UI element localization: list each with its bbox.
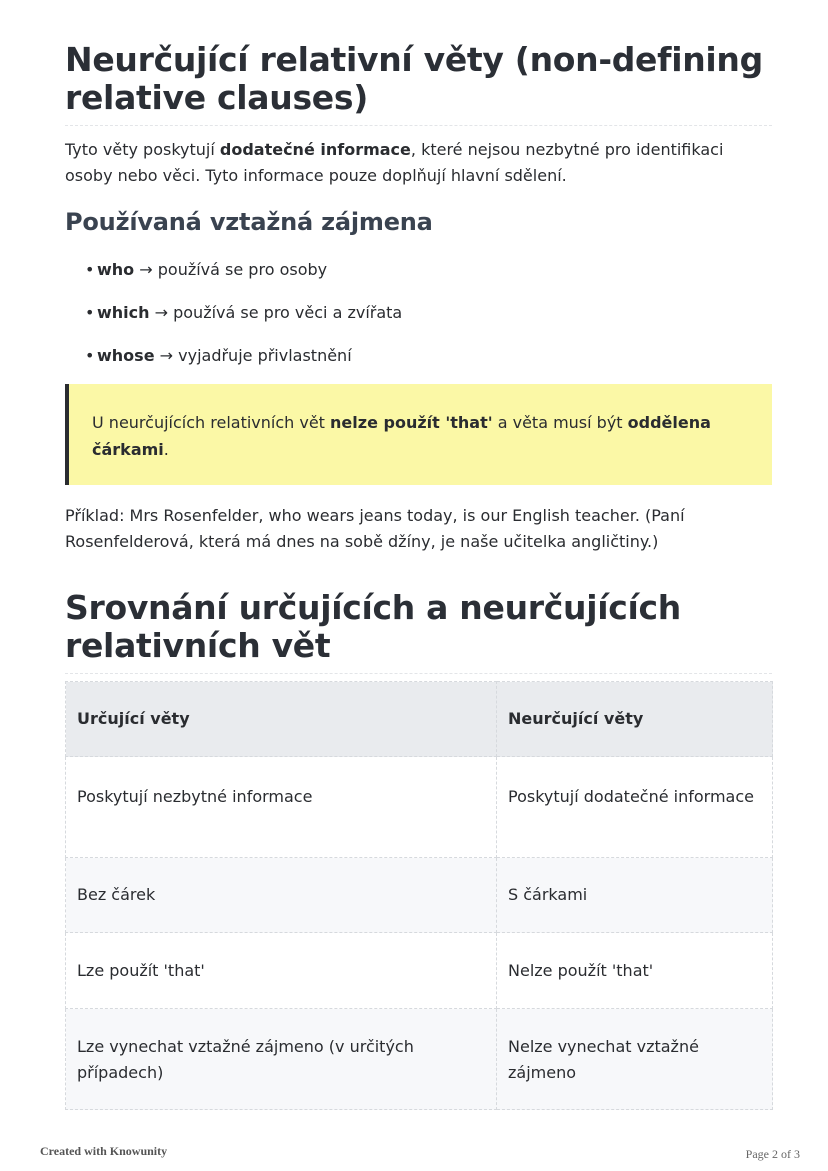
table-row	[66, 1009, 773, 1110]
pronoun-description: používá se pro osoby	[157, 260, 328, 279]
table-row	[66, 858, 773, 933]
arrow: →	[149, 303, 174, 322]
page-number: Page 2 of 3	[745, 1147, 800, 1161]
note-text: U neurčujících relativních vět	[92, 413, 331, 432]
highlight-note	[65, 384, 772, 485]
table-cell: Bez čárek	[66, 858, 497, 933]
note-text: a věta musí být	[492, 413, 628, 432]
pronoun-list	[85, 257, 402, 386]
table-header-row	[66, 682, 773, 757]
table-cell: Poskytují nezbytné informace	[66, 757, 497, 858]
table-cell: Poskytují dodatečné informace	[497, 757, 773, 858]
footer-credit: Created with Knowunity	[40, 1144, 168, 1158]
subheading-pronouns: Používaná vztažná zájmena	[65, 208, 433, 236]
table-cell: Lze vynechat vztažné zájmeno (v určitých případech)	[66, 1009, 497, 1110]
table-cell: Lze použít 'that'	[66, 933, 497, 1009]
table-cell: S čárkami	[497, 858, 773, 933]
pronoun-term: who	[97, 260, 135, 279]
arrow: →	[134, 260, 158, 279]
intro-paragraph	[65, 137, 772, 189]
table-row	[66, 933, 773, 1009]
list-item: • whose → vyjadřuje přivlastnění	[85, 346, 352, 365]
note-bold: oddělena čárkami	[92, 413, 711, 459]
arrow: →	[154, 346, 179, 365]
column-header: Určující věty	[66, 682, 497, 757]
intro-bold: dodatečné informace	[219, 140, 411, 159]
pronoun-description: používá se pro věci a zvířata	[173, 303, 403, 322]
list-item: • who → používá se pro osoby	[85, 260, 328, 279]
note-bold: nelze použít 'that'	[330, 413, 493, 432]
pronoun-description: vyjadřuje přivlastnění	[178, 346, 352, 365]
pronoun-term: whose	[97, 346, 155, 365]
table-cell: Nelze vynechat vztažné zájmeno	[497, 1009, 773, 1110]
intro-text-end: , které nejsou nezbytné pro identifikaci osoby nebo věci. Tyto informace pouze doplňují hlavní sdělení.	[65, 140, 724, 185]
column-header: Neurčující věty	[497, 682, 773, 757]
list-item: • which → používá se pro věci a zvířata	[85, 303, 403, 322]
intro-text: Tyto věty poskytují	[65, 140, 220, 159]
pronoun-term: which	[97, 303, 150, 322]
comparison-table	[65, 681, 773, 1110]
section-heading-comparison: Srovnání určujících a neurčujících relativních vět	[65, 589, 772, 674]
example-paragraph: Příklad: Mrs Rosenfelder, who wears jeans today, is our English teacher. (Paní Rosenfelderová, která má dnes na sobě džíny, je naše učitelka angličtiny.)	[65, 506, 685, 551]
section-heading-non-defining: Neurčující relativní věty (non-defining relative clauses)	[65, 41, 772, 126]
note-text: .	[163, 440, 169, 459]
table-row	[66, 757, 773, 858]
table-cell: Nelze použít 'that'	[497, 933, 773, 1009]
